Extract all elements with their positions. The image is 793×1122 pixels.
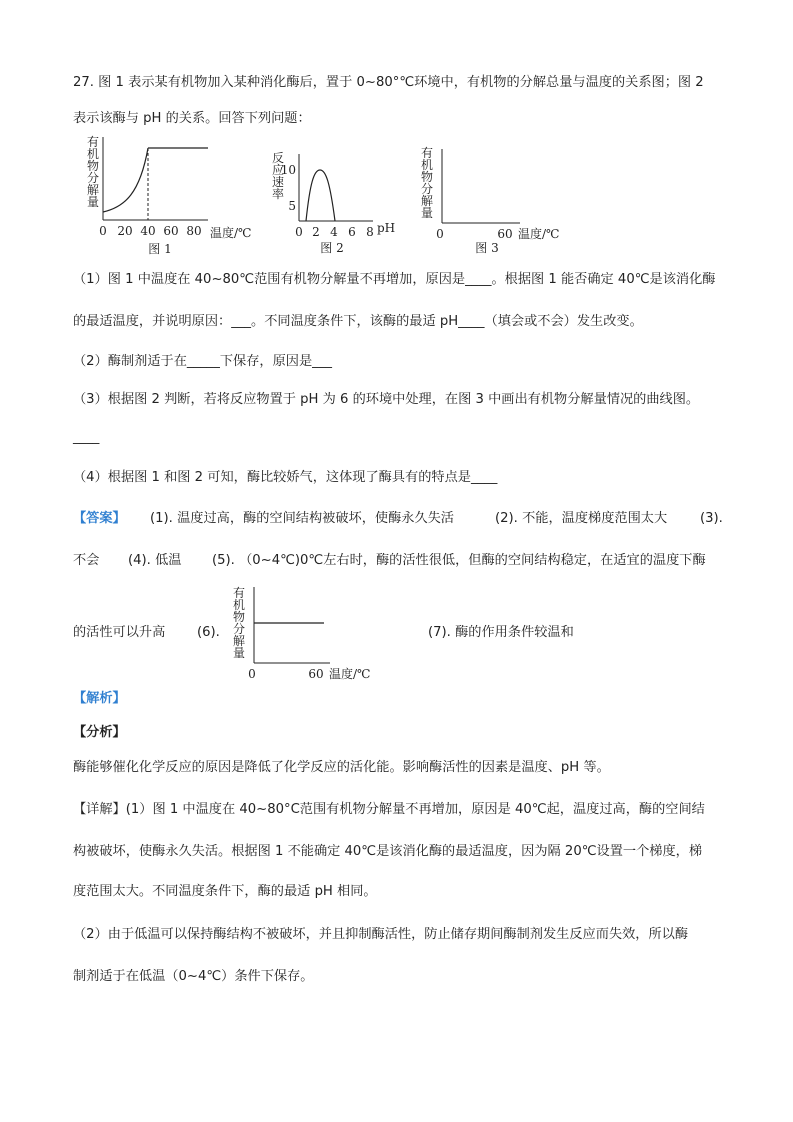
svg-text:有: 有: [86, 135, 100, 149]
figure-3-ylabel: [421, 146, 433, 220]
svg-text:解: 解: [86, 183, 100, 197]
svg-text:解: 解: [420, 194, 434, 208]
figure-2-bell-curve: [306, 170, 335, 221]
figure-2-caption: 图 2: [320, 241, 344, 255]
svg-text:物: 物: [232, 610, 246, 624]
svg-text:速: 速: [271, 175, 285, 189]
figure-1-rising-curve: [103, 148, 148, 212]
answer-6: (6).: [197, 625, 220, 640]
answer-1: (1). 温度过高，酶的空间结构被破坏，使酶永久失活: [150, 511, 454, 526]
figure-1: [80, 133, 252, 258]
svg-text:分: 分: [86, 171, 100, 185]
question-4: （4）根据图 1 和图 2 可知，酶比较娇气，这体现了酶具有的特点是____: [73, 470, 498, 485]
figure-2-ytick: 5: [288, 199, 296, 213]
svg-text:率: 率: [271, 187, 285, 201]
svg-text:解: 解: [232, 634, 246, 648]
detail-2-line-1: （2）由于低温可以保持酶结构不被破坏，并且抑制酶活性，防止储存期间酶制剂发生反应而失效，所以酶: [73, 927, 689, 942]
question-3-line-1: （3）根据图 2 判断，若将反应物置于 pH 为 6 的环境中处理，在图 3 中画出有机物分解量情况的曲线图。: [73, 392, 700, 407]
svg-text:物: 物: [420, 170, 434, 184]
svg-text:机: 机: [86, 147, 100, 161]
answer-4: (4). 低温: [128, 553, 182, 568]
figure-3: [415, 143, 565, 258]
figure-2-ytick: 10: [280, 163, 296, 177]
question-intro-line-1: 27. 图 1 表示某有机物加入某种消化酶后，置于 0~80°℃环境中，有机物的分解总量与温度的关系图；图 2: [73, 75, 704, 90]
question-1-line-2: 的最适温度，并说明原因：___。不同温度条件下，该酶的最适 pH____（填会或不会）发生改变。: [73, 314, 643, 329]
answer-5: (5). （0~4℃)0℃左右时，酶的活性很低，但酶的空间结构稳定，在适宜的温度下酶: [212, 553, 706, 568]
detail-2-line-2: 制剂适于在低温（0~4℃）条件下保存。: [73, 969, 314, 984]
figure-2-tick: 4: [330, 225, 338, 239]
figure-2-tick: 2: [312, 225, 320, 239]
figure-3-xlabel: 温度/℃: [518, 227, 560, 241]
figure-3-caption: 图 3: [475, 241, 499, 255]
answer-3-number: (3).: [700, 511, 723, 526]
answer-5-continued: 的活性可以升高: [73, 625, 166, 640]
svg-text:有: 有: [420, 146, 434, 160]
svg-text:量: 量: [86, 195, 100, 209]
svg-text:应: 应: [271, 163, 285, 177]
svg-text:量: 量: [232, 646, 246, 660]
figure-1-tick: 80: [186, 224, 202, 238]
answer-2: (2). 不能，温度梯度范围太大: [495, 511, 668, 526]
detail-1-line-2: 构被破坏，使酶永久失活。根据图 1 不能确定 40℃是该消化酶的最适温度，因为隔 20℃设置一个梯度，梯: [73, 844, 703, 859]
figure-1-xlabel: 温度/℃: [210, 226, 252, 240]
figure-1-tick: 60: [163, 224, 179, 238]
figure-1-tick: 20: [117, 224, 133, 238]
answer-graph-tick: 0: [248, 667, 256, 681]
svg-text:有: 有: [232, 586, 246, 600]
answer-tag: 【答案】: [73, 511, 126, 526]
figure-1-tick: 40: [140, 224, 156, 238]
analysis-tag: 【解析】: [73, 691, 126, 706]
figure-2-tick: 6: [348, 225, 356, 239]
figure-1-caption: 图 1: [148, 242, 172, 256]
answer-graph-xlabel: 温度/℃: [329, 667, 371, 681]
figure-2-tick: 0: [295, 225, 303, 239]
question-1-line-1: （1）图 1 中温度在 40~80℃范围有机物分解量不再增加，原因是____。根据图 1 能否确定 40℃是该消化酶: [73, 272, 716, 287]
figure-2-tick: 8: [366, 225, 374, 239]
answer-graph-ylabel: [233, 586, 245, 660]
answer-graph-tick: 60: [308, 667, 324, 681]
answer-graph: [226, 583, 376, 683]
detail-1-line-1: 【详解】(1）图 1 中温度在 40~80°C范围有机物分解量不再增加，原因是 40℃起，温度过高，酶的空间结: [73, 802, 705, 817]
figure-2-xlabel: pH: [377, 221, 396, 235]
question-2: （2）酶制剂适于在_____下保存，原因是___: [73, 354, 332, 369]
svg-text:机: 机: [420, 158, 434, 172]
answer-7: (7). 酶的作用条件较温和: [428, 625, 574, 640]
svg-text:量: 量: [420, 206, 434, 220]
svg-text:反: 反: [271, 151, 285, 165]
question-intro-line-2: 表示该酶与 pH 的关系。回答下列问题：: [73, 111, 311, 126]
svg-text:物: 物: [86, 159, 100, 173]
figure-2: [268, 148, 403, 258]
figure-3-tick: 0: [436, 227, 444, 241]
figure-1-tick: 0: [99, 224, 107, 238]
svg-text:机: 机: [232, 598, 246, 612]
figure-1-ylabel: [87, 135, 99, 209]
svg-text:分: 分: [420, 182, 434, 196]
question-3-line-2: ____: [73, 430, 100, 445]
detail-1-line-3: 度范围太大。不同温度条件下，酶的最适 pH 相同。: [73, 884, 377, 899]
answer-3-text: 不会: [73, 553, 100, 568]
svg-text:分: 分: [232, 622, 246, 636]
fenxi-tag: 【分析】: [73, 725, 126, 740]
figure-3-tick: 60: [497, 227, 513, 241]
fenxi-text: 酶能够催化化学反应的原因是降低了化学反应的活化能。影响酶活性的因素是温度、pH 等。: [73, 760, 610, 775]
